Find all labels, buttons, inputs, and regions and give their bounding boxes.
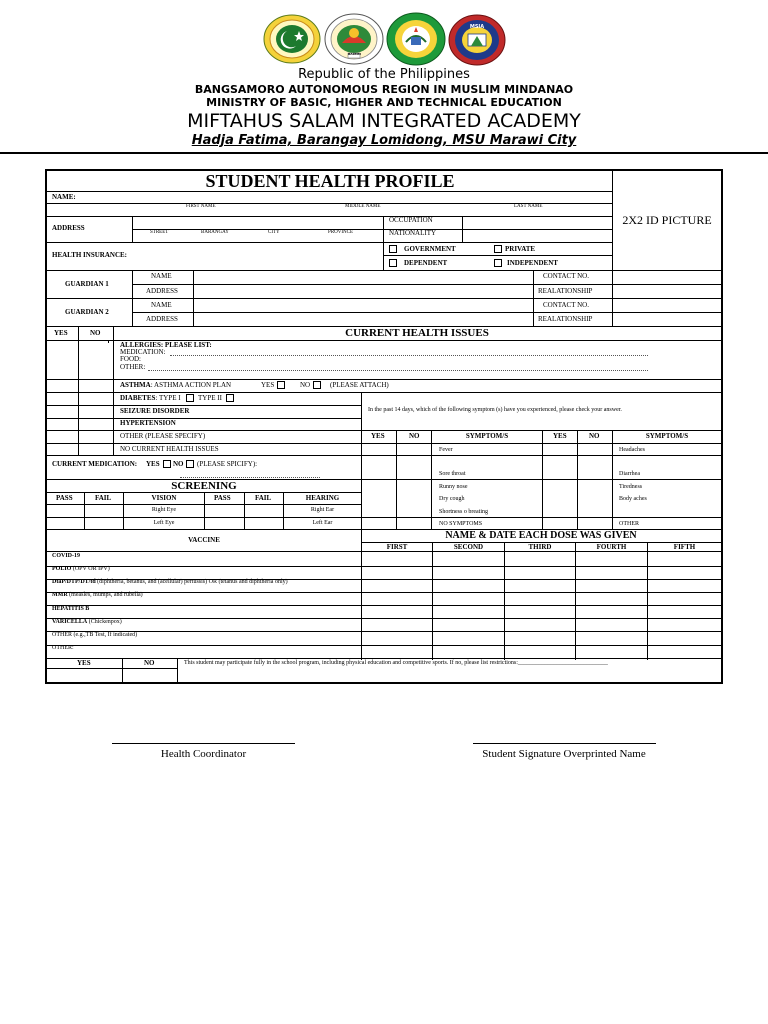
government-label: GOVERNMENT	[404, 245, 456, 253]
diabetes-type2-checkbox[interactable]	[226, 394, 234, 402]
symptom-dry-cough: Dry cough	[439, 496, 465, 502]
vaccine-heading: VACCINE	[188, 536, 220, 544]
first-name-caption: FIRST NAME	[186, 204, 216, 209]
guardian2-address-label: ADDRESS	[146, 315, 178, 323]
school-name: MIFTAHUS SALAM INTEGRATED ACADEMY	[187, 110, 581, 132]
region-heading: BANGSAMORO AUTONOMOUS REGION IN MUSLIM MINDANAO	[194, 83, 574, 96]
symptom-header-right: SYMPTOM/S	[645, 432, 689, 440]
symptom-sore-throat: Sore throat	[439, 471, 466, 477]
please-attach-label: (PLEASE ATTACH)	[330, 381, 389, 389]
province-caption: PROVINCE	[328, 230, 354, 235]
guardian2-contact-label: CONTACT NO.	[543, 301, 589, 309]
health-insurance-label: HEALTH INSURANCE:	[52, 251, 128, 259]
barangay-caption: BARANGAY	[201, 230, 229, 235]
city-caption: CITY	[268, 230, 280, 235]
issues-yes-header: YES	[54, 329, 68, 337]
hypertension-label: HYPERTENSION	[120, 419, 176, 427]
vaccine-name: POLIO	[52, 566, 72, 572]
vaccine-note: (measles, mumps, and rubella)	[67, 592, 143, 598]
logo-text: MSIA	[469, 24, 485, 30]
asthma-yes-checkbox[interactable]	[277, 381, 285, 389]
vaccine-row-dtap	[52, 579, 288, 585]
symptom-yes-header: YES	[371, 432, 385, 440]
left-ear-label: Left Ear	[312, 520, 333, 526]
street-caption: STREET	[150, 230, 169, 235]
symptom-runny-nose: Runny nose	[439, 484, 468, 490]
diabetes-type1-checkbox[interactable]	[186, 394, 194, 402]
vaccine-name: COVID-19	[52, 553, 80, 559]
asthma-label: ASTHMA	[120, 381, 151, 389]
vaccine-note: (Chickenpox)	[87, 619, 122, 625]
current-medication-no: NO	[173, 460, 184, 468]
middle-name-caption: MIDDLE NAME	[345, 204, 381, 209]
asthma-no-checkbox[interactable]	[313, 381, 321, 389]
guardian1-label: GUARDIAN 1	[65, 280, 109, 288]
guardian2-relationship-label: REALATIONSHIP	[538, 315, 593, 323]
vaccine-name: DtaP/DTP/DT/td	[52, 579, 96, 585]
dose-fourth: FOURTH	[596, 543, 627, 551]
allergies-label: ALLERGIES: PLEASE LIST:	[120, 341, 212, 349]
dose-third: THIRD	[528, 543, 552, 551]
independent-checkbox[interactable]	[494, 259, 502, 267]
guardian1-contact-label: CONTACT NO.	[543, 272, 589, 280]
vaccine-note: (diphtheria, betanus, and (acellular) pertussis) OR (tetanus and diphtheria only)	[95, 579, 288, 585]
right-ear-label: Right Ear	[310, 507, 335, 513]
left-eye-label: Left Eye	[153, 520, 175, 526]
participation-statement: This student may participate fully in the school program, including physical education and competitive sports. If no, please list restrictions:______________________________	[184, 660, 608, 666]
symptom-no-symptoms: NO SYMPTOMS	[439, 521, 483, 527]
address-label: ADDRESS	[52, 224, 85, 232]
asthma-yes-label: YES	[261, 381, 275, 389]
vaccine-row-other	[52, 645, 74, 651]
header-divider	[0, 152, 768, 154]
vaccine-name: MMR	[52, 592, 68, 598]
student-signature-line[interactable]	[473, 743, 656, 744]
school-seal-logo	[448, 14, 506, 66]
diabetes-type1: : TYPE I	[155, 394, 181, 402]
dose-fifth: FIFTH	[673, 543, 696, 551]
vaccine-note: OTHER:	[52, 645, 74, 651]
symptom-fever: Fever	[439, 447, 453, 453]
barmm-seal-logo	[324, 13, 384, 65]
symptom-no-header: NO	[409, 432, 420, 440]
current-medication-yes-checkbox[interactable]	[163, 460, 171, 468]
allergies-other-label: OTHER:	[120, 363, 146, 371]
medication-label: MEDICATION:	[120, 348, 166, 356]
asthma-row	[120, 382, 231, 389]
vision-pass-header: PASS	[56, 494, 73, 502]
vaccine-row-hepatitis-b	[52, 606, 89, 612]
logo-text: BARMM	[348, 52, 361, 56]
nationality-label: NATIONALITY	[389, 229, 437, 237]
dose-heading: NAME & DATE EACH DOSE WAS GIVEN	[445, 530, 637, 541]
vaccine-note: OTHER (e.g.,TB Test, If indicated)	[52, 632, 138, 638]
student-signature-label: Student Signature Overprinted Name	[482, 748, 646, 760]
hearing-header: HEARING	[305, 494, 340, 502]
current-health-issues-heading: CURRENT HEALTH ISSUES	[345, 327, 489, 339]
food-label: FOOD:	[120, 355, 142, 363]
vaccine-row-covid	[52, 553, 80, 559]
guardian1-address-label: ADDRESS	[146, 287, 178, 295]
diabetes-type2: TYPE II	[198, 394, 222, 402]
symptom-tiredness: Tiredness	[619, 484, 643, 490]
symptom-diarrhea: Diarrhea	[619, 471, 640, 477]
hearing-fail-header: FAIL	[255, 494, 272, 502]
participation-no-header: NO	[144, 659, 155, 667]
vaccine-row-varicella	[52, 619, 122, 625]
diabetes-label: DIABETES	[120, 394, 156, 402]
independent-label: INDEPENDENT	[507, 259, 558, 267]
bangsamoro-seal-logo	[263, 14, 321, 64]
vaccine-row-tb-test	[52, 632, 137, 638]
current-medication-no-checkbox[interactable]	[186, 460, 194, 468]
issues-no-header: NO	[90, 329, 101, 337]
vaccine-name: HEPATITIS B	[52, 606, 90, 612]
coordinator-signature-line[interactable]	[112, 743, 295, 744]
symptom-shortness-of-breath: Shortness o breating	[439, 509, 488, 515]
private-label: PRIVATE	[505, 245, 536, 253]
dose-first: FIRST	[386, 543, 408, 551]
symptom-headaches: Headaches	[619, 447, 645, 453]
symptom-header-left: SYMPTOM/S	[465, 432, 509, 440]
no-current-issues-label: NO CURRENT HEALTH ISSUES	[120, 445, 219, 453]
vaccine-row-mmr	[52, 592, 143, 598]
asthma-text: : ASTHMA ACTION PLAN	[150, 381, 232, 389]
dependent-label: DEPENDENT	[404, 259, 448, 267]
seizure-label: SEIZURE DISORDER	[120, 407, 190, 415]
dependent-checkbox[interactable]	[389, 259, 397, 267]
symptom-yes-header-right: YES	[553, 432, 567, 440]
form-title: STUDENT HEALTH PROFILE	[205, 171, 455, 191]
participation-yes-header: YES	[77, 659, 91, 667]
vision-header: VISION	[151, 494, 177, 502]
vaccine-note: (OPV OR IPV)	[71, 566, 110, 572]
symptom-no-header-right: NO	[589, 432, 600, 440]
vision-fail-header: FAIL	[95, 494, 112, 502]
guardian1-relationship-label: REALATIONSHIP	[538, 287, 593, 295]
diabetes-row	[120, 395, 181, 402]
symptom-body-aches: Body aches	[619, 496, 647, 502]
hearing-pass-header: PASS	[214, 494, 231, 502]
occupation-label: OCCUPATION	[389, 216, 433, 224]
symptom-other: OTHER	[619, 521, 639, 527]
government-checkbox[interactable]	[389, 245, 397, 253]
name-label: NAME:	[52, 193, 76, 201]
screening-heading: SCREENING	[171, 480, 237, 492]
past-14-days-question: In the past 14 days, which of the following symptom (s) have you experienced, please check your answer.	[368, 407, 622, 413]
guardian2-name-label: NAME	[151, 301, 172, 309]
dose-second: SECOND	[453, 543, 484, 551]
school-address: Hadja Fatima, Barangay Lomidong, MSU Marawi City	[191, 133, 577, 148]
ministry-heading: MINISTRY OF BASIC, HIGHER AND TECHNICAL EDUCATION	[206, 96, 562, 109]
vaccine-name: VARICELLA	[52, 619, 88, 625]
asthma-no-label: NO	[300, 381, 311, 389]
id-picture-box[interactable]: 2X2 ID PICTURE	[622, 213, 712, 227]
current-medication-yes: YES	[146, 460, 160, 468]
vaccine-row-polio	[52, 566, 110, 572]
ministry-seal-logo	[386, 12, 446, 66]
guardian2-label: GUARDIAN 2	[65, 308, 109, 316]
other-specify-label: OTHER (PLEASE SPECIFY)	[120, 432, 206, 440]
private-checkbox[interactable]	[494, 245, 502, 253]
right-eye-label: Right Eye	[151, 507, 177, 513]
republic-heading: Republic of the Philippines	[298, 67, 470, 82]
guardian1-name-label: NAME	[151, 272, 172, 280]
last-name-caption: LAST NAME	[514, 204, 543, 209]
current-medication-label: CURRENT MEDICATION:	[52, 460, 138, 468]
health-coordinator-label: Health Coordinator	[160, 748, 247, 760]
current-medication-specify: (PLEASE SPICIFY):	[197, 460, 258, 468]
